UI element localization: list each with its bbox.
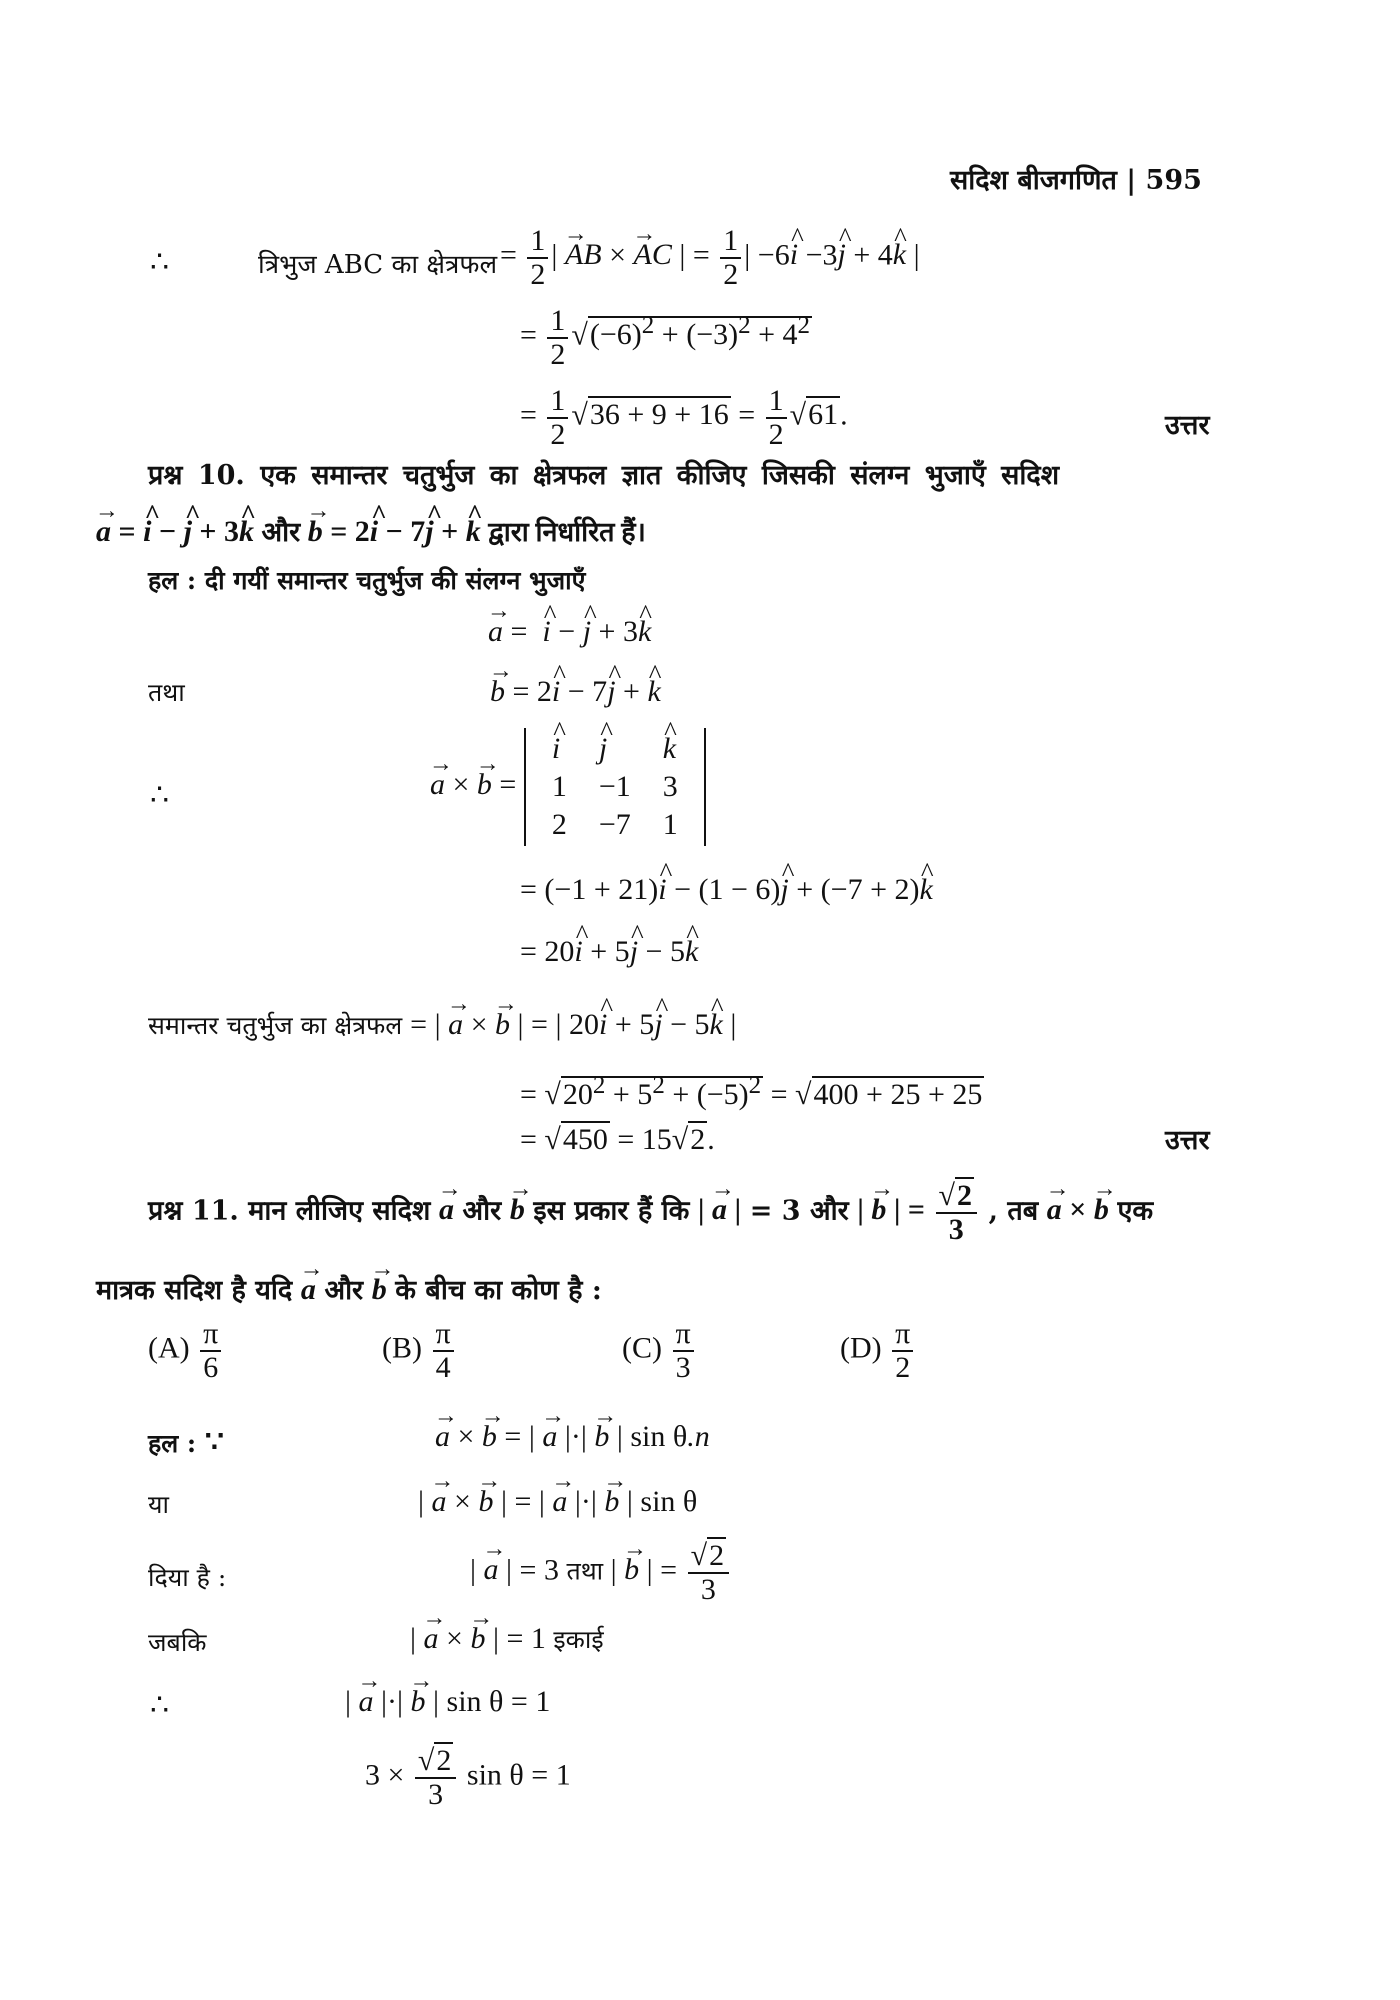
sol11-eq4: 3 × $\frac{√2}{3}$ sin θ = 1 <box>365 1744 571 1811</box>
parallelogram-area-eq2: = $√20^2 + 5^2 + (-5)^2 = √400 + 25 + 25$ <box>520 1072 983 1111</box>
sol11-eq1: → a × → b = | → a |·| → b | sin θ.n <box>435 1420 710 1454</box>
q11-line2: मात्रक सदिश है यदि → a और → b के बीच का कोण है : <box>96 1270 602 1307</box>
option-a: (A) $\frac{\pi}{6}$ <box>148 1318 224 1383</box>
option-d: (D) $\frac{\pi}{2}$ <box>840 1318 916 1383</box>
sol11-eq2: | → a × → b | = | → a |·| → b | sin θ <box>418 1485 697 1519</box>
answer-label-2: उत्तर <box>1165 1125 1210 1156</box>
triangle-area-eq3: = $\frac{1}{2}$ √36 + 9 + 16 = $\frac{1}{2}$ √61. <box>520 384 848 451</box>
ya-label: या <box>148 1490 169 1519</box>
vector-b-eq: → b = 2^ i − 7^ j + ^ k <box>490 675 661 709</box>
q10-line2-end: द्वारा निर्धारित हैं। <box>488 517 646 547</box>
sol11-unit: | → a × → b | = 1 इकाई <box>410 1622 604 1656</box>
cross-product-expand: = (−1 + 21)^ i − (1 − 6)^ j + (−7 + 2)^ k <box>520 873 933 907</box>
jabki-label: जबकि <box>148 1628 207 1657</box>
q10-vectors-line: → a = ^ i − ^ j + 3^ k और → b = 2^ i − 7^ j + ^ k द्वारा निर्धारित हैं। <box>96 512 646 549</box>
option-b: (B) $\frac{\pi}{4}$ <box>382 1318 457 1383</box>
page-header: सदिश बीजगणित | 595 <box>950 165 1202 196</box>
therefore-symbol-2: ∴ <box>150 779 170 812</box>
sol11-given: | → a | = 3 तथा | → b | = $\frac{√2}{3}$ <box>470 1540 732 1605</box>
triangle-area-label: त्रिभुज ABC का क्षेत्रफल <box>258 250 498 280</box>
parallelogram-area-eq3: = √450 = 15√2. <box>520 1123 715 1156</box>
option-c: (C) $\frac{\pi}{3}$ <box>622 1318 697 1383</box>
cross-product-det: → a × → b = ^ i ^ j ^ k 1 −1 3 2 −7 1 <box>430 728 706 846</box>
q10-solution-intro: हल : दी गयीं समान्तर चतुर्भुज की संलग्न भुजाएँ <box>148 566 586 595</box>
diya-hai-label: दिया है : <box>148 1563 227 1592</box>
q11-title: प्रश्न 11. मान लीजिए सदिश → a और → b इस प्रकार हैं कि | → a | = 3 और | → b | = $\frac{√2}{3}$ , तब → a × → b एक <box>148 1180 1153 1245</box>
header-title: सदिश बीजगणित <box>950 165 1117 196</box>
cross-product-result: = 20^ i + 5^ j − 5^ k <box>520 935 698 969</box>
page-number: 595 <box>1145 165 1202 196</box>
parallelogram-area-label: समान्तर चतुर्भुज का क्षेत्रफल = | → a × → b | = | 20^ i + 5^ j − 5^ k | <box>148 1008 736 1042</box>
therefore-symbol-3: ∴ <box>150 1689 170 1722</box>
therefore-symbol: ∴ <box>150 246 170 279</box>
answer-label: उत्तर <box>1165 410 1210 441</box>
q10-title: प्रश्न 10. एक समान्तर चतुर्भुज का क्षेत्रफल ज्ञात कीजिए जिसकी संलग्न भुजाएँ सदिश <box>148 460 1060 491</box>
sol11-eq3: | → a |·| → b | sin θ = 1 <box>345 1685 550 1719</box>
determinant: ^ i ^ j ^ k 1 −1 3 2 −7 1 <box>524 728 706 846</box>
vector-a-eq: → a = ^ i − ^ j + 3^ k <box>488 615 651 649</box>
hal-because: हल : ∵ <box>148 1426 224 1459</box>
triangle-area-eq2: = $\frac{1}{2}$ $√(-6)^2 + (-3)^2 + 4^2$ <box>520 304 811 371</box>
triangle-area-eq1: = $\frac{1}{2}$ | → AB × → AC | = $\frac{1}{2}$ | −6^ i −3^ j + 4^ k | <box>500 225 920 290</box>
tatha-label: तथा <box>148 678 185 707</box>
